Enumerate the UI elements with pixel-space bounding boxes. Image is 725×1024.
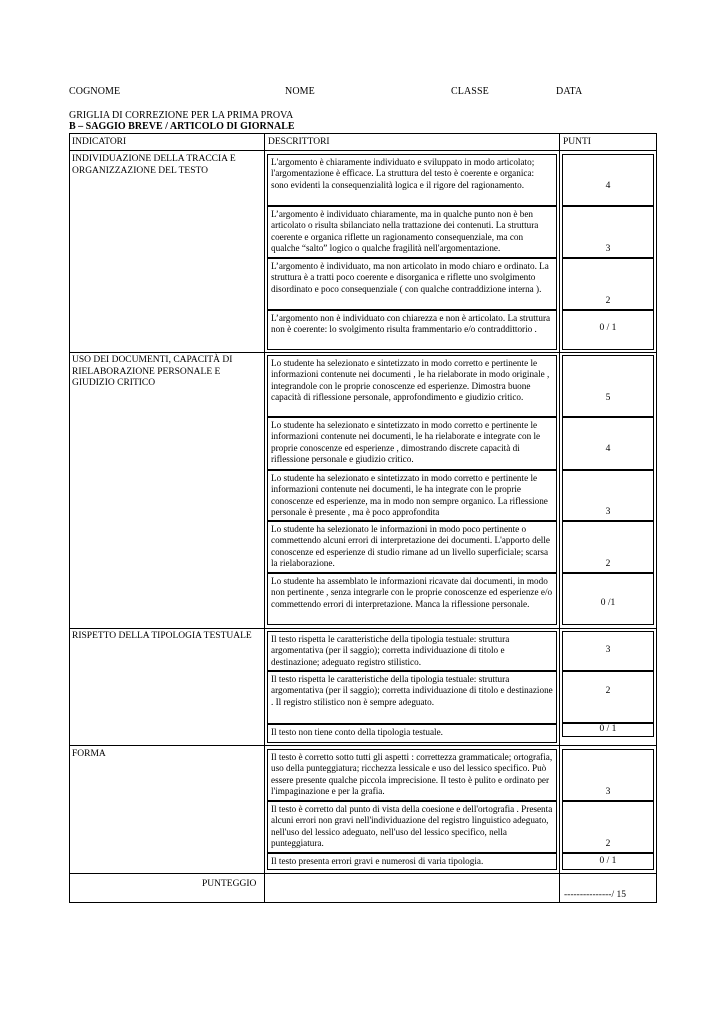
points-box: [562, 722, 654, 737]
descriptor-box: Lo studente ha assemblato le informazioni ricavate dai documenti, in modo non pertinente , senza integrarle con le proprie conoscenze ed esperienze e/o commettendo errori di interpretazione. Manca la riflessione personale.: [267, 573, 557, 625]
descriptor-box: Il testo rispetta le caratteristiche della tipologia testuale: struttura argomentativa (per il saggio); corretta individuazione di titolo e destinazione; adeguato registro stilistico.: [267, 631, 557, 671]
points-box: [562, 355, 654, 417]
indicator-traccia: INDIVIDUAZIONE DELLA TRACCIA E ORGANIZZAZIONE DEL TESTO: [72, 154, 236, 176]
descriptor-box: L'argomento è chiaramente individuato e sviluppato in modo articolato; l'argomentazione è efficace. La struttura del testo è coerente e organica: sono evidenti la consequenzialità logica e il rigore del ragionamento.: [267, 154, 557, 206]
descriptor-box: L’argomento è individuato, ma non articolato in modo chiaro e ordinato. La struttura è a tratti poco coerente e disorganica e riflette uno svolgimento disordinato e poco consequenziale ( con qualche contraddizione interna ).: [267, 258, 557, 310]
descriptor-box: Il testo è corretto dal punto di vista della coesione e dell'ortografia . Presenta alcuni errori non gravi nell'individuazione del registro linguistico adeguato, nell'uso del lessico adeguato, nell'uso del lessico specifico, nella punteggiatura.: [267, 801, 557, 853]
points-value: 3: [605, 645, 611, 655]
points-value: 0 /1: [600, 598, 616, 608]
points-box: [562, 258, 654, 310]
points-box: [562, 573, 654, 625]
indicator-forma: FORMA: [72, 749, 106, 759]
points-box: [562, 749, 654, 801]
label-classe: CLASSE: [451, 86, 489, 97]
descriptor-box: Il testo è corretto sotto tutti gli aspetti : correttezza grammaticale; ortografia, uso della punteggiatura; ricchezza lessicale e uso del lessico specifico. Può essere presente qualche piccola imprecisione. Il testo è pulito e ordinato per l'impaginazione e per la grafia.: [267, 749, 557, 801]
points-box: [562, 631, 654, 671]
points-value: 4: [605, 181, 611, 191]
points-box: [562, 853, 654, 870]
points-value: 3: [605, 507, 611, 517]
total-label: PUNTEGGIO: [202, 879, 257, 889]
points-value: 2: [605, 559, 611, 569]
descriptor-box: Il testo rispetta le caratteristiche della tipologia testuale: struttura argomentativa (per il saggio); corretta individuazione di titolo e destinazione . Il registro stilistico non è sempre adeguato.: [267, 671, 557, 724]
points-box: [562, 206, 654, 258]
points-box: [562, 671, 654, 724]
descriptor-box: Lo studente ha selezionato e sintetizzato in modo corretto e pertinente le informazioni contenute nei documenti, le ha rielaborate e integrate con le proprie conoscenze ed esperienze , dimostrando discrete capacità di riflessione personale e giudizio critico.: [267, 417, 557, 470]
points-box: [562, 310, 654, 350]
column-header-indicatori: INDICATORI: [72, 137, 127, 147]
descriptor-box: Lo studente ha selezionato le informazioni in modo poco pertinente o commettendo alcuni errori di interpretazione dei documenti. L'apporto delle conoscenze ed esperienze di studio rimane ad un livello superficiale; scarsa la rielaborazione.: [267, 521, 557, 573]
indicator-documenti: USO DEI DOCUMENTI, CAPACITÀ DI RIELABORAZIONE PERSONALE E GIUDIZIO CRITICO: [72, 355, 233, 388]
points-box: [562, 521, 654, 573]
descriptor-box: L’argomento non è individuato con chiarezza e non è articolato. La struttura non è coerente: lo svolgimento risulta frammentario e/o contraddittorio .: [267, 310, 557, 350]
points-value: 0 / 1: [599, 724, 617, 734]
descriptor-box: Il testo non tiene conto della tipologia testuale.: [267, 724, 557, 743]
points-box: [562, 470, 654, 521]
points-value: 2: [605, 839, 611, 849]
points-value: 4: [605, 444, 611, 454]
points-box: [562, 417, 654, 470]
points-value: 0 / 1: [599, 323, 617, 333]
label-data: DATA: [556, 86, 583, 97]
descriptor-box: Il testo presenta errori gravi e numerosi di varia tipologia.: [267, 853, 557, 870]
descriptor-box: L’argomento è individuato chiaramente, ma in qualche punto non è ben articolato o risulta sbilanciato nella trattazione dei contenuti. La struttura coerente e organica riflette un ragionamento consequenziale, ma con qualche “salto” logico o qualche fragilità nell'argomentazione.: [267, 206, 557, 258]
descriptor-box: Lo studente ha selezionato e sintetizzato in modo corretto e pertinente le informazioni contenute nei documenti , le ha rielaborate in modo originale , integrandole con le proprie conoscenze ed esperienze. Dimostra buone capacità di riflessione personale, approfondimento e giudizio critico.: [267, 355, 557, 417]
points-value: 5: [605, 393, 611, 403]
points-value: 2: [605, 296, 611, 306]
label-nome: NOME: [285, 86, 315, 97]
document-title: GRIGLIA DI CORREZIONE PER LA PRIMA PROVA: [69, 110, 294, 121]
points-box: [562, 154, 654, 206]
points-value: 3: [605, 787, 611, 797]
points-value: 3: [605, 244, 611, 254]
label-cognome: COGNOME: [69, 86, 121, 97]
total-score: ---------------/ 15: [564, 890, 626, 900]
points-box: [562, 801, 654, 853]
grading-table: [69, 133, 657, 903]
points-value: 2: [605, 686, 611, 696]
document-subtitle: B – SAGGIO BREVE / ARTICOLO DI GIORNALE: [69, 121, 295, 132]
indicator-tipologia: RISPETTO DELLA TIPOLOGIA TESTUALE: [72, 631, 252, 641]
points-value: 0 / 1: [599, 856, 617, 866]
descriptor-box: Lo studente ha selezionato e sintetizzato in modo corretto e pertinente le informazioni contenute nei documenti, le ha integrate con le proprie conoscenze ed esperienze, ma in modo non sempre organico. La riflessione personale è presente , ma è poco approfondita: [267, 470, 557, 521]
column-header-descrittori: DESCRITTORI: [268, 137, 330, 147]
column-header-punti: PUNTI: [563, 137, 591, 147]
